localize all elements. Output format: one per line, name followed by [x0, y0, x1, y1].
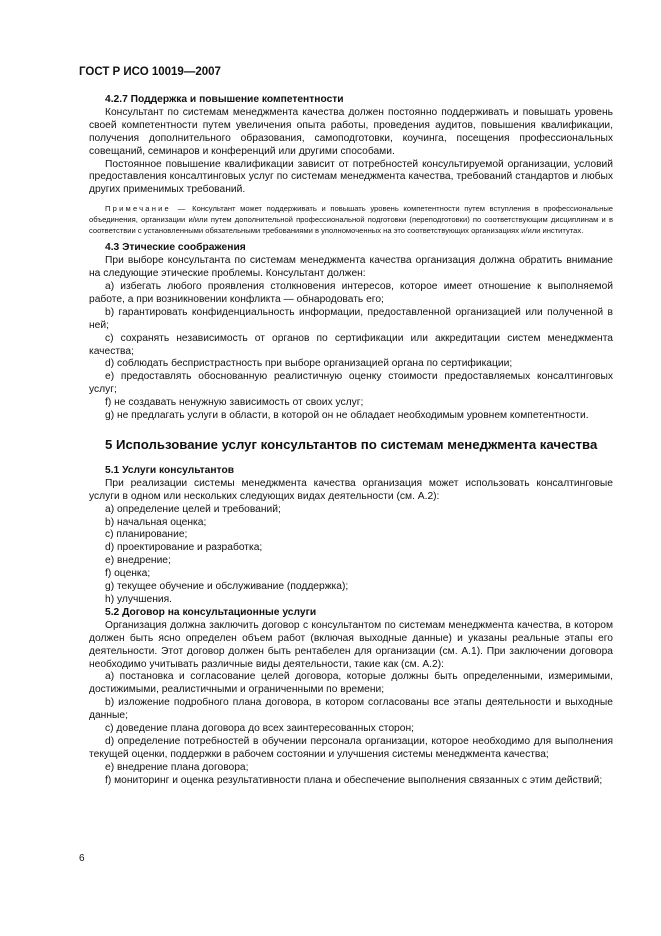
list-item: b) гарантировать конфиденциальность информации, предоставленной организацией или полученной в ней; — [89, 306, 613, 331]
section-4-3-heading: 4.3 Этические соображения — [105, 242, 246, 254]
document-header: ГОСТ Р ИСО 10019—2007 — [79, 66, 221, 78]
section-5-heading: 5 Использование услуг консультантов по системам менеджмента качества — [105, 436, 598, 452]
paragraph: Организация должна заключить договор с консультантом по системам менеджмента качества, в котором должен быть ясно определен объем работ (включая выходные данные) и указаны реальные этапы его деятельности. Этот договор должен быть рентабелен для организации (см. А.1). При заключении договора необходимо учитывать различные виды деятельности, такие как (см. А.2): — [89, 619, 613, 670]
list-item: с) доведение плана договора до всех заинтересованных сторон; — [105, 723, 414, 735]
list-item: d) проектирование и разработка; — [105, 542, 263, 554]
note-text: Консультант может поддерживать и повышать уровень компетентности путем вступления в профессиональные объединения, организации и/или путем дополнительной профессиональной подготовки (переподготовки) по соответствующим дисциплинам и в соответствии с установленными обязательными требованиями в уполномоченных на это соответствующих организациях и/или институтах. — [89, 204, 613, 236]
list-item: g) не предлагать услуги в области, в которой он не обладает необходимым уровнем компетентности. — [105, 410, 589, 422]
list-item: а) избегать любого проявления столкновения интересов, которое имеет отношение к выполняемой работе, а при возникновении конфликта — обнародовать его; — [89, 280, 613, 305]
list-item: f) не создавать ненужную зависимость от своих услуг; — [105, 397, 364, 409]
section-4-2-7-heading: 4.2.7 Поддержка и повышение компетентности — [105, 94, 344, 105]
list-item: f) мониторинг и оценка результативности плана и обеспечение выполнения связанных с этим действий; — [105, 774, 603, 786]
page-number: 6 — [79, 853, 85, 864]
list-item: с) планирование; — [105, 529, 188, 541]
document-body — [89, 94, 613, 788]
list-item: g) текущее обучение и обслуживание (поддержка); — [105, 581, 349, 593]
note-lead: Примечание — — [105, 204, 188, 214]
list-item: b) начальная оценка; — [105, 516, 207, 528]
list-item: е) внедрение; — [105, 555, 171, 567]
list-item: е) предоставлять обоснованную реалистичную оценку стоимости предоставляемых консалтинговых услуг; — [89, 371, 613, 396]
paragraph: Консультант по системам менеджмента качества должен постоянно поддерживать и повышать уровень своей компетентности путем увеличения опыта работы, проведения аудитов, повышения квалификации, получения дополнительного образования, самоподготовки, коучинга, посещения профессиональных совещаний, семинаров и конференций или другими способами. — [89, 106, 613, 157]
paragraph: При реализации системы менеджмента качества организация может использовать консалтинговые услуги в одном или нескольких следующих видах деятельности (см. А.2): — [89, 477, 613, 502]
list-item: h) улучшения. — [105, 594, 173, 605]
list-item: с) сохранять независимость от органов по сертификации или аккредитации систем менеджмента качества; — [89, 332, 613, 357]
list-item: b) изложение подробного плана договора, в котором согласованы все этапы деятельности и выходные данные; — [89, 697, 613, 722]
section-5-2-heading: 5.2 Договор на консультационные услуги — [105, 606, 317, 618]
section-5-1-heading: 5.1 Услуги консультантов — [105, 464, 235, 476]
paragraph: Постоянное повышение квалификации зависит от потребностей консультируемой организации, условий предоставления консалтинговых услуг по системам менеджмента качества, требований стандартов и любых других применимых требований. — [89, 158, 613, 196]
note — [89, 203, 613, 236]
paragraph: При выборе консультанта по системам менеджмента качества организация должна обратить внимание на следующие этические проблемы. Консультант должен: — [89, 255, 613, 280]
list-item: а) постановка и согласование целей договора, которые должны быть определенными, измеримыми, достижимыми, реалистичными и ограниченными по времени; — [89, 671, 613, 696]
list-item: f) оценка; — [105, 568, 151, 580]
list-item: а) определение целей и требований; — [105, 503, 281, 515]
list-item: d) определение потребностей в обучении персонала организации, которое необходимо для выполнения текущей оценки, поддержки в рабочем состоянии и улучшения системы менеджмента качества; — [89, 735, 613, 760]
list-item: d) соблюдать беспристрастность при выборе организацией органа по сертификации; — [105, 358, 513, 370]
list-item: е) внедрение плана договора; — [105, 761, 249, 773]
